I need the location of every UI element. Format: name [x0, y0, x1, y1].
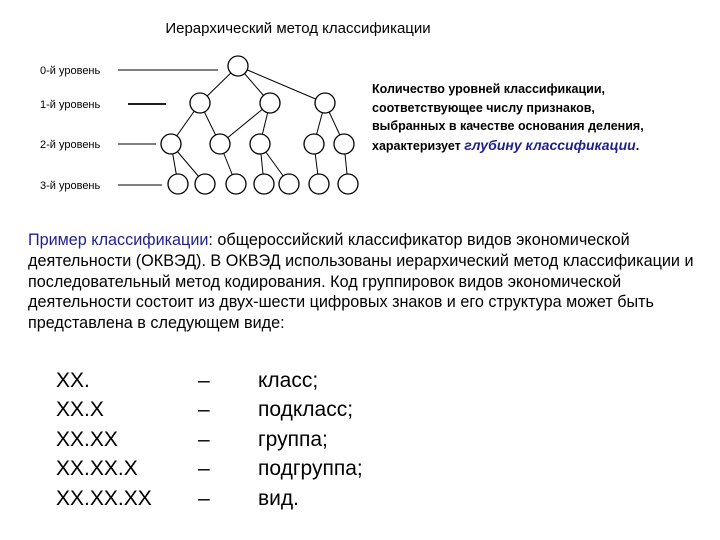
tree-node-level-3	[279, 174, 299, 194]
dash-item: –	[198, 398, 210, 422]
tree-node-level-2	[210, 134, 230, 154]
tree-node-level-2	[304, 134, 324, 154]
levels-description	[372, 80, 662, 155]
code-item: ХХ.ХХ.Х	[56, 457, 138, 481]
tree-node-level-1	[190, 93, 210, 113]
example-text: : общероссийский классификатор видов экономической деятельности (ОКВЭД). В ОКВЭД использованы иерархический метод классификации и последовательный метод кодирования. Код группировок видов экономической деятельности состоит из двух-шести цифровых знаков и его структура может быть представлена в следующем виде:	[28, 231, 694, 333]
classification-example	[28, 230, 712, 334]
tree-node-level-3	[226, 174, 246, 194]
tree-node-level-3	[254, 174, 274, 194]
meaning-item: вид.	[258, 486, 299, 510]
tree-node-level-3	[168, 174, 188, 194]
tree-node-level-1	[315, 93, 335, 113]
tree-node-level-3	[338, 174, 358, 194]
description-highlight: глубину классификации	[464, 136, 636, 153]
meaning-item: подкласс;	[258, 398, 354, 422]
dash-item: –	[198, 457, 210, 481]
level-label: 2-й уровень	[40, 139, 101, 151]
page-title: Иерархический метод классификации	[165, 20, 431, 37]
tree-edge	[238, 66, 325, 103]
code-item: ХХ.	[56, 369, 90, 392]
code-item: ХХ.ХХ.ХХ	[56, 486, 152, 510]
meaning-item: класс;	[258, 369, 319, 392]
code-item: ХХ.ХХ	[56, 427, 118, 451]
tree-node-level-2	[334, 134, 354, 154]
tree-node-level-1	[260, 93, 280, 113]
meaning-column	[258, 366, 363, 513]
example-lead: Пример классификации	[28, 231, 209, 249]
code-item: ХХ.Х	[56, 398, 104, 422]
level-label: 1-й уровень	[40, 99, 101, 111]
tree-node-level-0	[228, 56, 248, 76]
description-text: Количество уровней классификации, соответствующее числу признаков, выбранных в качестве основания деления, характеризует	[372, 82, 644, 153]
dash-item: –	[198, 427, 210, 451]
description-end: .	[635, 138, 640, 153]
tree-node-level-3	[309, 174, 329, 194]
meaning-item: подгруппа;	[258, 457, 363, 481]
dash-item: –	[198, 369, 210, 392]
tree-node-level-2	[161, 134, 181, 154]
tree-node-level-2	[250, 134, 270, 154]
dash-column	[198, 366, 210, 513]
meaning-item: группа;	[258, 427, 328, 451]
level-label: 0-й уровень	[40, 65, 101, 77]
level-label: 3-й уровень	[40, 180, 101, 192]
code-column	[56, 366, 152, 513]
tree-node-level-3	[195, 174, 215, 194]
dash-item: –	[198, 486, 210, 510]
